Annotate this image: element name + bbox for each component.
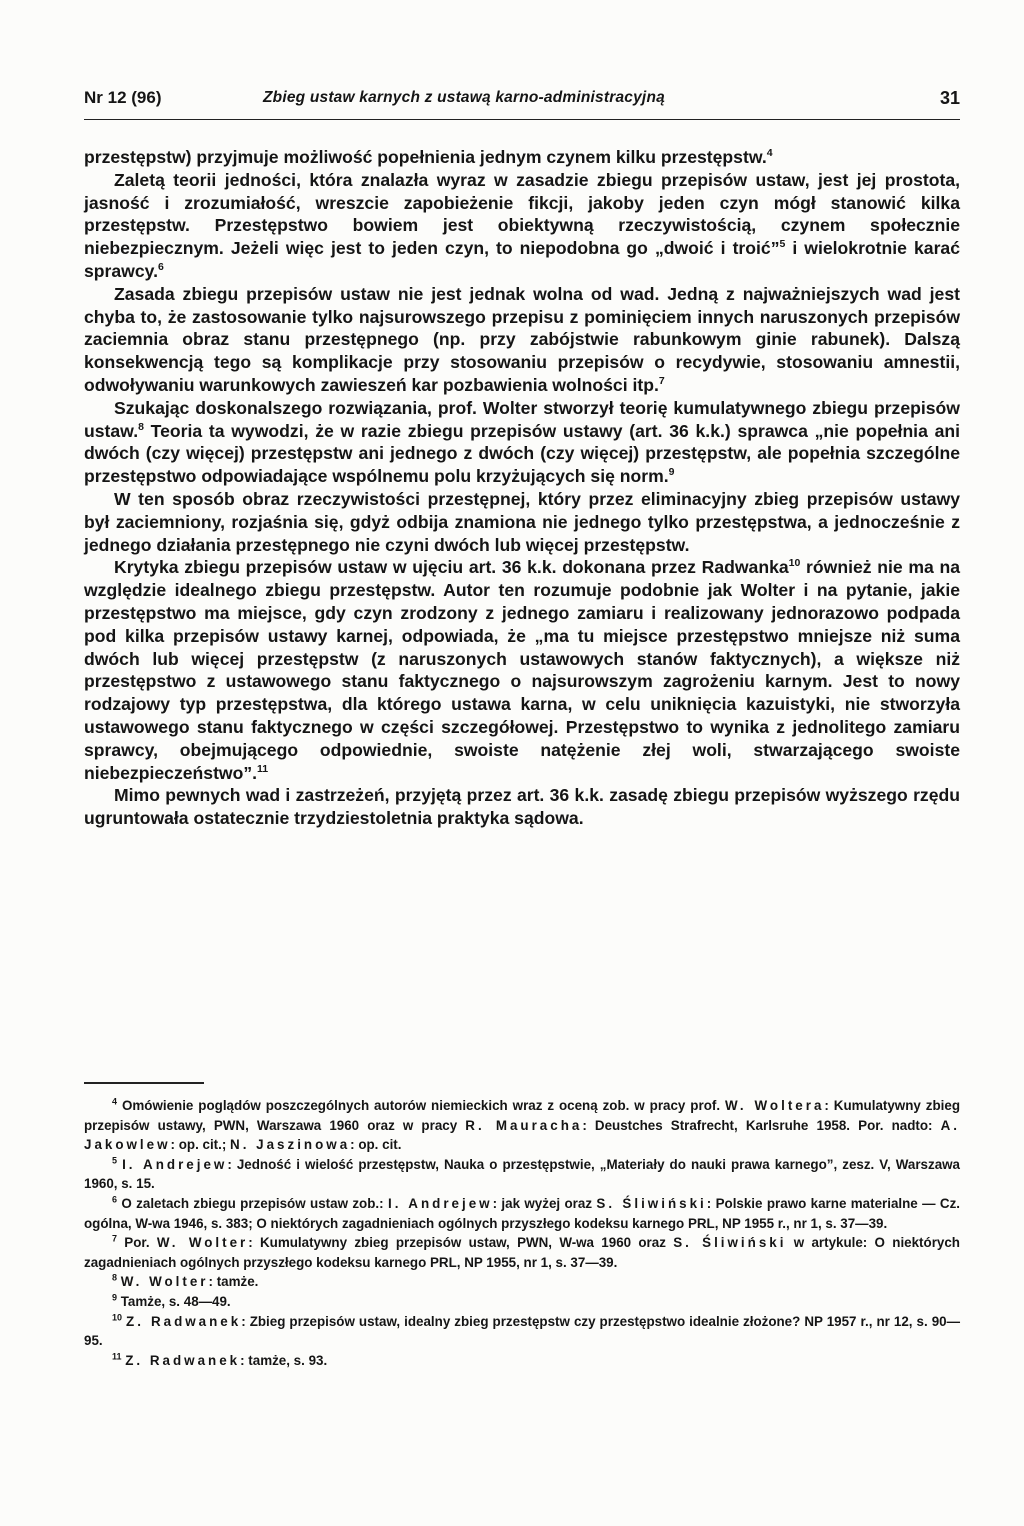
author-name: I. Andrejew xyxy=(387,1195,493,1211)
text: również nie ma na względzie idealnego zbiegu przestępstw. Autor ten rozumuje podobnie jak Wolter i na pytanie, jakie przestępstwo ma miejsce, gdy czyn zrodzony z jednego zamiaru i realizowany jednorazowo podpada pod kilka przepisów ustawy karnej, odpowiada, że „ma tu miejsce przestępstwo mniejsze niż suma dwóch lub więcej przestępstw (z naruszonych ustawowych stanów faktycznych), a większe niż przestępstwo z ustawowego stanu faktycznego o najsurowszym zagrożeniu karnym. Jest to nowy rodzajowy typ przestępstwa, dla którego ustawa karna, w celu uniknięcia kazuistyki, nie stworzyła ustawowego stanu faktycznego w części szczegółowej. Przestępstwo to wynika z jednolitego zamiaru sprawcy, obejmującego odpowiednie, swoiste natężenie złej woli, stwarzającego swoiste niebezpieczeństwo”. xyxy=(84,557,960,783)
text: Zaletą teorii jedności, która znalazła wyraz w zasadzie zbiegu przepisów ustaw, jest jej prostota, jasność i zrozumiałość, wreszcie zapobieżenie fikcji, jakoby jeden czyn mógł stanowić kilka przestępstw. Przestępstwo bowiem jest obiektywną rzeczywistością, czynem społecznie niebezpiecznym. Jeżeli więc jest to jeden czyn, to niepodobna go „dwoić i troić” xyxy=(84,169,960,259)
author-name: Z. Radwanek xyxy=(125,1352,241,1368)
text: : Polskie prawo karne materialne — Cz. ogólna, W-wa 1946, s. 383; O niektórych zagadnieniach ogólnych przyszłego kodeksu karnego PRL, NP 1955 r., nr 1, s. 37—39. xyxy=(84,1195,960,1231)
footnote-ref: 4 xyxy=(766,147,773,160)
header-rule xyxy=(84,119,960,120)
footnote-number: 5 xyxy=(112,1155,118,1166)
running-title: Zbieg ustaw karnych z ustawą karno-administracyjną xyxy=(263,89,665,106)
text: przestępstw) przyjmuje możliwość popełnienia jednym czynem kilku przestępstw. xyxy=(84,147,767,167)
text: : Zbieg przepisów ustaw, idealny zbieg przestępstw czy przestępstwo idealnie złożone? NP 1957 r., nr 12, s. 90—95. xyxy=(84,1313,960,1349)
main-text xyxy=(84,146,960,830)
text: : Jedność i wielość przestępstw, Nauka o przestępstwie, „Materiały do nauki prawa karnego”, zesz. V, Warszawa 1960, s. 15. xyxy=(84,1156,961,1192)
footnote xyxy=(84,1096,960,1155)
text: Krytyka zbiegu przepisów ustaw w ujęciu art. 36 k.k. dokonana przez Radwanka xyxy=(114,557,789,578)
paragraph xyxy=(84,283,960,397)
footnote xyxy=(84,1351,960,1371)
footnote xyxy=(84,1194,960,1233)
author-name: W. Woltera xyxy=(724,1098,825,1113)
author-name: A. Jakowlew xyxy=(84,1117,961,1153)
footnote-number: 4 xyxy=(112,1096,118,1107)
footnote xyxy=(84,1155,960,1194)
footnote-number: 10 xyxy=(112,1312,123,1323)
author-name: S. Śliwiński xyxy=(596,1195,707,1211)
text: w artykule: O niektórych zagadnieniach ogólnych przyszłego kodeksu karnego PRL, NP 1955, nr 1, s. 37—39. xyxy=(84,1235,960,1270)
text: : Kumulatywny zbieg przepisów ustaw, PWN, W-wa 1960 oraz xyxy=(248,1235,674,1251)
footnote-number: 9 xyxy=(112,1292,118,1303)
paragraph xyxy=(84,146,960,169)
text: : op. cit. xyxy=(350,1137,402,1153)
footnote-number: 8 xyxy=(112,1272,118,1283)
footnote-number: 11 xyxy=(112,1351,122,1362)
footnote xyxy=(84,1292,960,1312)
page-number: 31 xyxy=(939,88,960,108)
paragraph xyxy=(84,784,960,830)
text: : jak wyżej oraz xyxy=(492,1195,597,1211)
paragraph xyxy=(84,397,960,488)
running-header xyxy=(84,88,960,118)
text: Tamże, s. 48—49. xyxy=(117,1293,231,1309)
author-name: Z. Radwanek xyxy=(126,1313,242,1329)
text: O zaletach zbiegu przepisów ustaw zob.: xyxy=(117,1195,388,1211)
text: Teoria ta wywodzi, że w razie zbiegu przepisów ustawy (art. 36 k.k.) sprawca „nie popełnia ani dwóch (czy więcej) przestępstw ani jednego z dwóch (czy więcej) przestępstw, ale popełnia szczególne przestępstwo odpowiadające wspólnemu polu krzyżujących się norm. xyxy=(84,420,960,487)
author-name: N. Jaszinowa xyxy=(230,1137,351,1153)
text: : op. cit.; xyxy=(170,1137,231,1153)
author-name: I. Andrejew xyxy=(122,1156,228,1172)
footnote-ref: 11 xyxy=(257,762,269,775)
footnote-ref: 8 xyxy=(138,420,144,433)
paragraph xyxy=(84,169,960,283)
text: Por. xyxy=(117,1235,157,1251)
footnote xyxy=(84,1233,960,1272)
paragraph xyxy=(84,488,960,556)
footnote-separator xyxy=(84,1082,204,1084)
footnote-ref: 10 xyxy=(788,557,801,570)
text: W ten sposób obraz rzeczywistości przestępnej, który przez eliminacyjny zbieg przepisów ustawy był zaciemniony, rozjaśnia się, gdyż odbija znamiona nie jednego tylko przestępstwa, a jednocześnie z jednego działania przestępnego nie czyni dwóch lub więcej przestępstw. xyxy=(84,488,960,555)
footnote-ref: 5 xyxy=(779,238,786,251)
text: Omówienie poglądów poszczególnych autorów niemieckich wraz z oceną zob. w pracy prof. xyxy=(117,1098,725,1113)
footnotes xyxy=(84,1096,960,1370)
text: Zasada zbiegu przepisów ustaw nie jest jednak wolna od wad. Jedną z najważniejszych wad jest chyba to, że zastosowanie tylko najsurowszego przepisu z pominięciem innych naruszonych przepisów zaciemnia obraz stanu przestępnego (np. przy zabójstwie rabunkowym ginie rabunek). Dalszą konsekwencją tego są komplikacje przy stosowaniu przepisów o recydywie, stosowaniu amnestii, odwoływaniu warunkowych zawieszeń kar pozbawienia wolności itp. xyxy=(84,283,960,395)
text: Szukając doskonalszego rozwiązania, prof. Wolter stworzył teorię kumulatywnego zbiegu przepisów ustaw. xyxy=(84,397,960,441)
footnote xyxy=(84,1312,960,1351)
footnote-ref: 6 xyxy=(158,261,164,274)
text: : tamże, s. 93. xyxy=(240,1352,328,1368)
footnote xyxy=(84,1272,960,1292)
text: : tamże. xyxy=(208,1274,259,1290)
author-name: R. Mauracha xyxy=(465,1117,583,1133)
text: Mimo pewnych wad i zastrzeżeń, przyjętą przez art. 36 k.k. zasadę zbiegu przepisów wyższego rzędu ugruntowała ostatecznie trzydziestoletnia praktyka sądowa. xyxy=(84,785,960,829)
text: i wielokrotnie karać sprawcy. xyxy=(84,238,960,281)
text: : Deustches Strafrecht, Karlsruhe 1958. Por. nadto: xyxy=(582,1117,941,1133)
author-name: W. Wolter xyxy=(120,1274,209,1290)
footnote-ref: 9 xyxy=(668,466,675,479)
text: : Kumulatywny zbieg przepisów ustawy, PWN, Warszawa 1960 oraz w pracy xyxy=(84,1098,960,1133)
author-name: S. Śliwiński xyxy=(673,1235,787,1251)
author-name: W. Wolter xyxy=(156,1235,249,1251)
footnote-number: 7 xyxy=(112,1233,118,1244)
issue-number: Nr 12 (96) xyxy=(84,88,162,107)
footnote-number: 6 xyxy=(112,1194,118,1205)
paragraph xyxy=(84,556,960,784)
footnote-ref: 7 xyxy=(658,375,665,388)
